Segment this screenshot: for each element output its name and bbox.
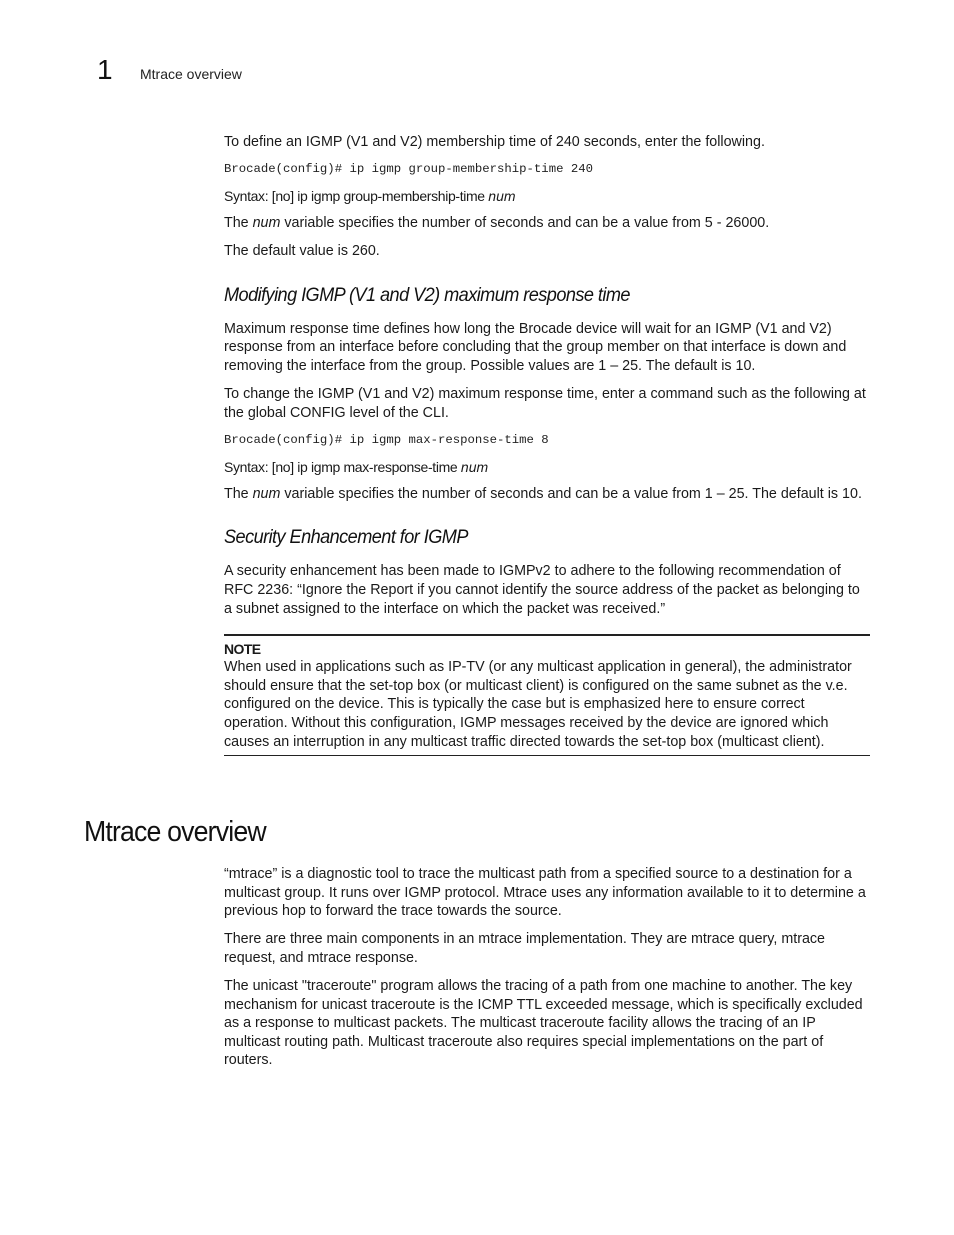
desc-variable: num	[252, 485, 281, 502]
membership-intro: To define an IGMP (V1 and V2) membership time of 240 seconds, enter the following.	[224, 134, 765, 150]
mtrace-para2: There are three main components in an mtrace implementation. They are mtrace query, mtrace request, and mtrace response.	[224, 931, 826, 966]
max-response-description	[224, 485, 870, 504]
desc-suffix: variable specifies the number of seconds and can be a value from 1 – 25. The default is 10.	[280, 485, 862, 502]
membership-default: The default value is 260.	[224, 243, 380, 260]
membership-description	[224, 214, 870, 233]
desc-suffix: variable specifies the number of seconds and can be a value from 5 - 26000.	[280, 215, 770, 232]
membership-syntax	[224, 187, 870, 205]
chapter-number: 1	[97, 54, 113, 85]
security-heading: Security Enhancement for IGMP	[224, 526, 468, 549]
desc-prefix: The	[224, 485, 253, 502]
max-response-syntax	[224, 458, 870, 476]
syntax-variable: num	[460, 458, 489, 475]
mtrace-content	[224, 865, 870, 1079]
main-content	[224, 133, 870, 756]
running-header-title: Mtrace overview	[140, 66, 242, 82]
syntax-text: Syntax: [no] ip igmp max-response-time	[224, 458, 461, 475]
mtrace-para3: The unicast "traceroute" program allows the tracing of a path from one machine to another. The key mechanism for unicast traceroute is the ICMP TTL exceeded message, which is specifically excluded as a response to multicast packets. The multicast traceroute facility allows the tracing of an IP multicast routing path. Multicast traceroute also requires special implementations on the part of routers.	[224, 977, 863, 1069]
desc-prefix: The	[224, 215, 253, 232]
max-response-para1: Maximum response time defines how long the Brocade device will wait for an IGMP (V1 and V2) response from an interface before concluding that the group member on that interface is down and removing the interface from the group. Possible values are 1 – 25. The default is 10.	[224, 320, 847, 374]
mtrace-para1: “mtrace” is a diagnostic tool to trace the multicast path from a specified source to a destination for a multicast group. It runs over IGMP protocol. Mtrace uses any information available to it to determine a previous hop to forward the trace towards the source.	[224, 866, 866, 920]
max-response-command: Brocade(config)# ip igmp max-response-time 8	[224, 432, 549, 447]
syntax-variable: num	[488, 188, 516, 205]
max-response-heading: Modifying IGMP (V1 and V2) maximum response time	[224, 283, 630, 306]
syntax-text: Syntax: [no] ip igmp group-membership-time	[224, 188, 489, 205]
mtrace-heading: Mtrace overview	[84, 816, 266, 848]
membership-command: Brocade(config)# ip igmp group-membership-time 240	[224, 162, 593, 177]
security-para: A security enhancement has been made to IGMPv2 to adhere to the following recommendation of RFC 2236: “Ignore the Report if you cannot identify the source address of the packet as belonging to a subnet assigned to the interface on which the packet was received.”	[224, 563, 860, 617]
desc-variable: num	[252, 215, 281, 232]
note-label: NOTE	[224, 641, 261, 658]
max-response-para2: To change the IGMP (V1 and V2) maximum response time, enter a command such as the following at the global CONFIG level of the CLI.	[224, 386, 866, 421]
note-box	[224, 634, 870, 756]
note-text: When used in applications such as IP-TV (or any multicast application in general), the administrator should ensure that the set-top box (or multicast client) is configured on the same subnet as the v.e. configured on the device. This is typically the case but is emphasized here to ensure correct operation. Without this configuration, IGMP messages received by the device are ignored which causes an interruption in any multicast traffic directed towards the set-top box (multicast client).	[224, 659, 852, 750]
